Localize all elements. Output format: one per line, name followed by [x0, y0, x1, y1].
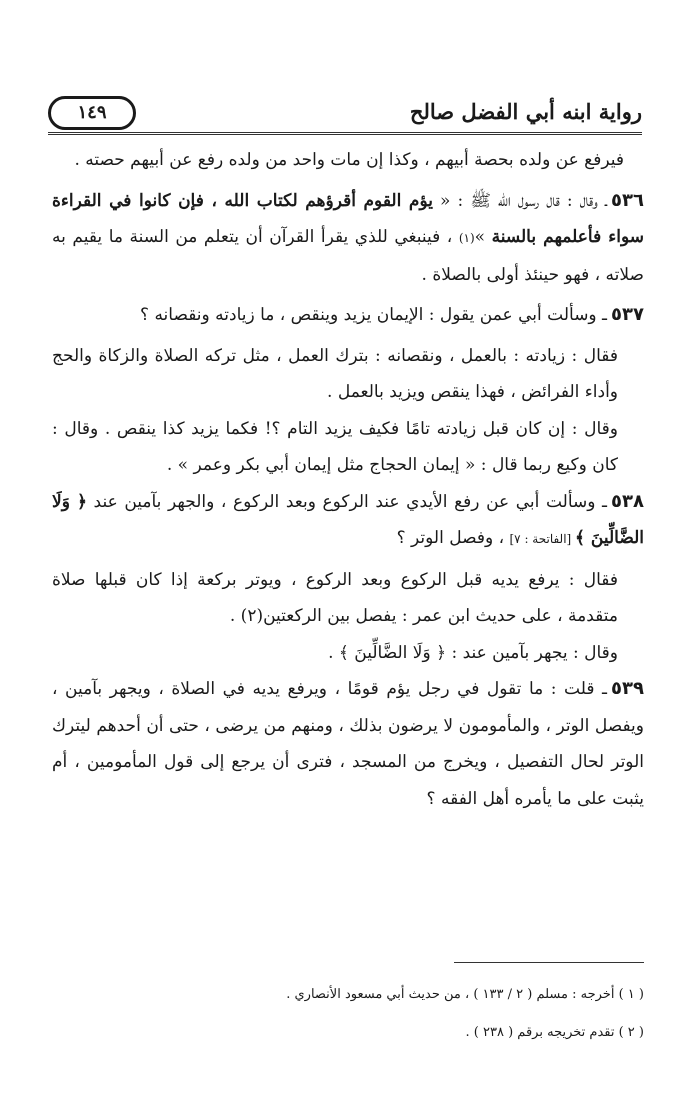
answer-paragraph: وقال : يجهر بآمين عند : ﴿ وَلَا الضَّالِّينَ ﴾ .: [328, 642, 618, 663]
entry-text: ـ قلت : ما تقول في رجل يؤم قومًا ، ويرفع يديه في الصلاة ، ويجهر بآمين ، ويفصل الوتر ، والمأمومون لا يرضون بذلك ، ومنهم من يرضى ، حتى أن أحدهم ليترك الوتر لحال التفصيل ، ويخرج من المسجد ، فترى أن يرجع إلى قول المأمومين ، أم يثبت على ما يأمره أهل الفقه ؟: [52, 679, 644, 809]
entry-text: (١): [458, 231, 475, 245]
entry-text: ـ وسألت أبي عمن يقول : الإيمان يزيد وينقص ، ما زيادته ونقصانه ؟: [140, 305, 608, 325]
footnote-2: ( ٢ ) تقدم تخريجه برقم ( ٢٣٨ ) .: [465, 1025, 644, 1040]
body-text: [52, 142, 644, 821]
quoted-text: ﴿ وَلَا الضَّالِّينَ ﴾: [52, 491, 644, 548]
entry-paragraph: [52, 484, 644, 558]
continuation-paragraph: فيرفع عن ولده بحصة أبيهم ، وكذا إن مات واحد من ولده رفع عن أبيهم حصته .: [74, 150, 624, 170]
running-title: رواية ابنه أبي الفضل صالح: [409, 99, 642, 124]
page-number: ١٤٩: [48, 96, 136, 130]
footnotes: [52, 976, 644, 1052]
entry-paragraph: [52, 183, 644, 294]
entry-text: »: [474, 227, 492, 247]
quoted-text: يؤم القوم أقرؤهم لكتاب الله ، فإن كانوا في القراءة سواء فأعلمهم بالسنة: [52, 190, 644, 247]
entry-text: ، فينبغي للذي يقرأ القرآن أن يتعلم من السنة ما يقيم به صلاته ، فهو حينئذ أولى بالصلاة .: [52, 227, 644, 285]
page-header: [48, 95, 642, 135]
answer-paragraph: وقال : إن كان قبل زيادته تامًا فكيف يزيد التام ؟! فكما يزيد كذا ينقص . وقال : كان وكيع ربما قال : « إيمان الحجاج مثل إيمان أبي بكر وعمر » .: [52, 418, 618, 475]
answer-paragraph: فقال : يرفع يديه قبل الركوع وبعد الركوع ، ويوتر بركعة إذا كان قبلها صلاة متقدمة ، على حديث ابن عمر : يفصل بين الركعتين(٢) .: [52, 569, 618, 626]
entry-paragraph: [52, 671, 644, 817]
footnote-rule: [454, 962, 644, 963]
entry-number: ٥٣٨: [611, 490, 644, 512]
header-rule: [48, 132, 642, 135]
entry-text: ـ وسألت أبي عن رفع الأيدي عند الركوع وبعد الركوع ، والجهر بآمين عند: [86, 491, 608, 512]
entry-paragraph: [52, 297, 644, 334]
entries-list: [52, 183, 644, 818]
answer-paragraph: فقال : زيادته : بالعمل ، ونقصانه : بترك العمل ، مثل تركه الصلاة والزكاة والحج وأداء الفرائض ، فهذا ينقص ويزيد بالعمل .: [52, 345, 618, 402]
entry-number: ٥٣٦: [611, 189, 644, 211]
entry-number: ٥٣٩: [611, 678, 644, 699]
entry-text: ـ وقال : قال رسول الله ﷺ : «: [432, 190, 608, 211]
footnote-1: ( ١ ) أخرجه : مسلم ( ٢ / ١٣٣ ) ، من حديث أبي مسعود الأنصاري .: [286, 987, 644, 1002]
entry-number: ٥٣٧: [611, 304, 644, 325]
entry-text: ، وفصل الوتر ؟: [396, 528, 510, 548]
entry-text: [الفاتحة : ٧]: [509, 532, 576, 546]
